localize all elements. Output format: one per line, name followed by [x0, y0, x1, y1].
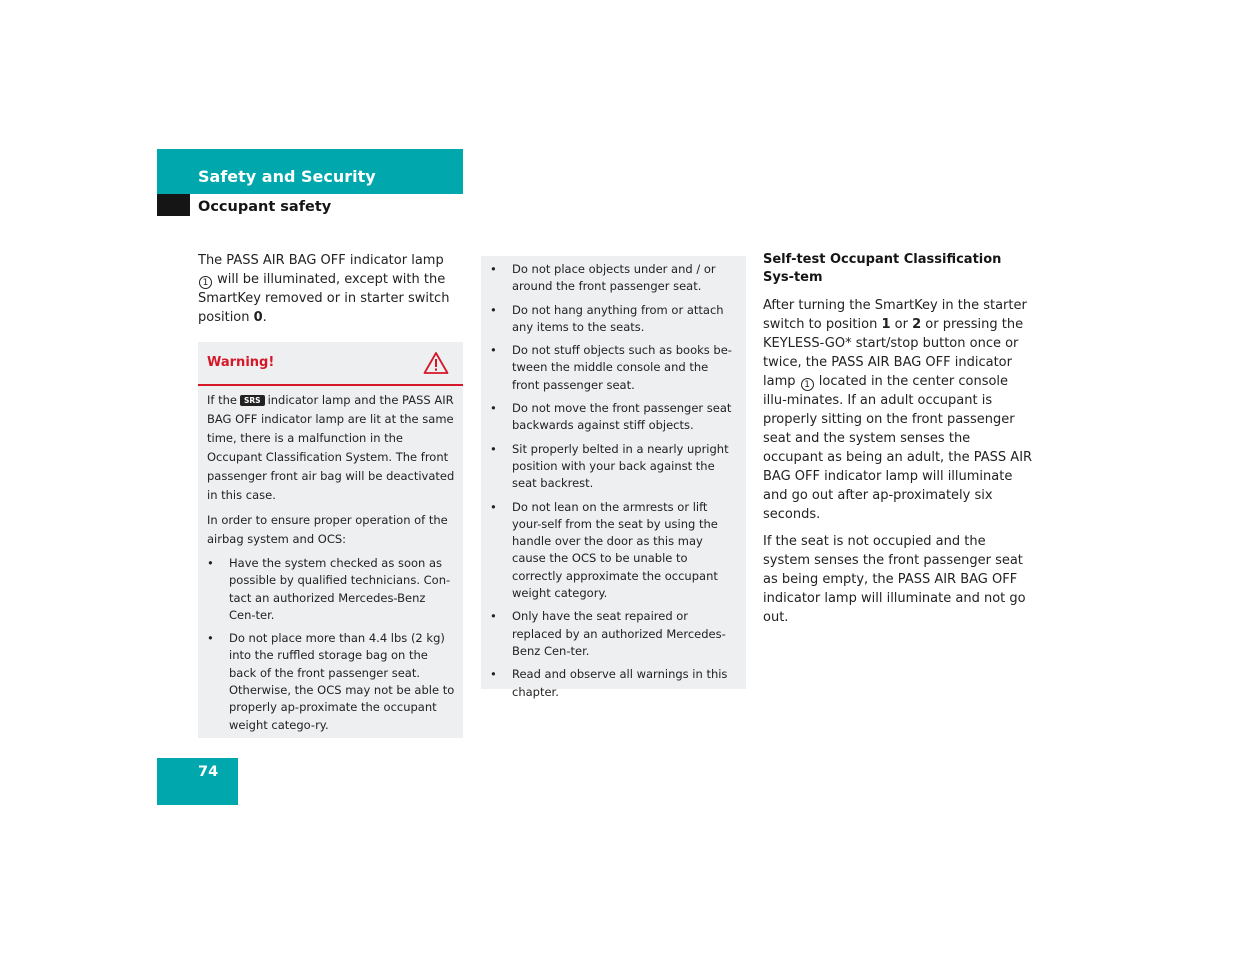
subsection-title: Occupant safety	[198, 199, 332, 215]
callout-number: 1	[199, 276, 212, 289]
srs-indicator-icon: SRS	[240, 395, 265, 406]
list-item: • Have the system checked as soon as possible by qualified technicians. Con-tact an authorized Mercedes-Benz Cen-ter.	[207, 556, 451, 622]
list-item: • Read and observe all warnings in this chapter.	[490, 667, 728, 699]
section-title: Safety and Security	[198, 167, 376, 186]
left-column	[198, 251, 460, 327]
page-number: 74	[198, 764, 219, 780]
subsection-marker	[157, 194, 190, 216]
page-number-box	[157, 758, 238, 805]
precautions-box	[481, 256, 746, 699]
list-item: • Do not place objects under and / or around the front passenger seat.	[490, 262, 716, 294]
list-item: • Do not stuff objects such as books be-tween the middle console and the front passenger seat.	[490, 343, 732, 392]
warning-header	[198, 342, 463, 386]
precautions-body	[490, 261, 738, 707]
list-item: • Do not place more than 4.4 lbs (2 kg) into the ruffled storage bag on the back of the front passenger seat. Otherwise, the OCS may not be able to properly ap-proximate the occupant weight catego-ry.	[207, 631, 455, 732]
right-column	[763, 251, 1033, 635]
warning-paragraph-1: If the SRS indicator lamp and the PASS AIR BAG OFF indicator lamp are lit at the same time, there is a malfunction in the Occupant Classification System. The front passenger front air bag will be deactivated in this case.	[207, 393, 455, 502]
self-test-heading: Self-test Occupant Classification Sys-tem	[763, 252, 1002, 285]
list-item: • Sit properly belted in a nearly upright position with your back against the seat backrest.	[490, 441, 729, 491]
warning-bullet-list	[207, 555, 455, 734]
self-test-paragraph-1: After turning the SmartKey in the starter switch to position 1 or 2 or pressing the KEYLESS-GO* start/stop button once or twice, the PASS AIR BAG OFF indicator lamp 1 located in the center console illu-minates. If an adult occupant is properly sitting on the front passenger seat and the system senses the occupant as being an adult, the PASS AIR BAG OFF indicator lamp will illuminate and go out after ap-proximately six seconds.	[763, 298, 1033, 522]
self-test-paragraph-2: If the seat is not occupied and the system senses the front passenger seat as being empty, the PASS AIR BAG OFF indicator lamp will illuminate and not go out.	[763, 534, 1026, 625]
intro-paragraph: The PASS AIR BAG OFF indicator lamp 1 will be illuminated, except with the SmartKey removed or in starter switch position 0.	[198, 253, 450, 325]
list-item: • Do not lean on the armrests or lift your-self from the seat by using the handle over the door as this may cause the OCS to be unable to correctly approximate the occupant weight category.	[490, 499, 718, 601]
warning-title: Warning!	[207, 355, 275, 370]
list-item: • Do not hang anything from or attach any items to the seats.	[490, 302, 724, 334]
warning-box	[198, 342, 463, 738]
list-item: • Do not move the front passenger seat backwards against stiff objects.	[490, 401, 732, 433]
warning-triangle-icon	[423, 351, 449, 375]
warning-paragraph-2: In order to ensure proper operation of the airbag system and OCS:	[207, 513, 448, 546]
list-item: • Only have the seat repaired or replaced by an authorized Mercedes-Benz Cen-ter.	[490, 609, 726, 658]
section-header-band	[157, 149, 463, 194]
callout-number: 1	[801, 378, 814, 391]
warning-body	[207, 391, 455, 740]
precautions-bullet-list	[490, 261, 738, 701]
